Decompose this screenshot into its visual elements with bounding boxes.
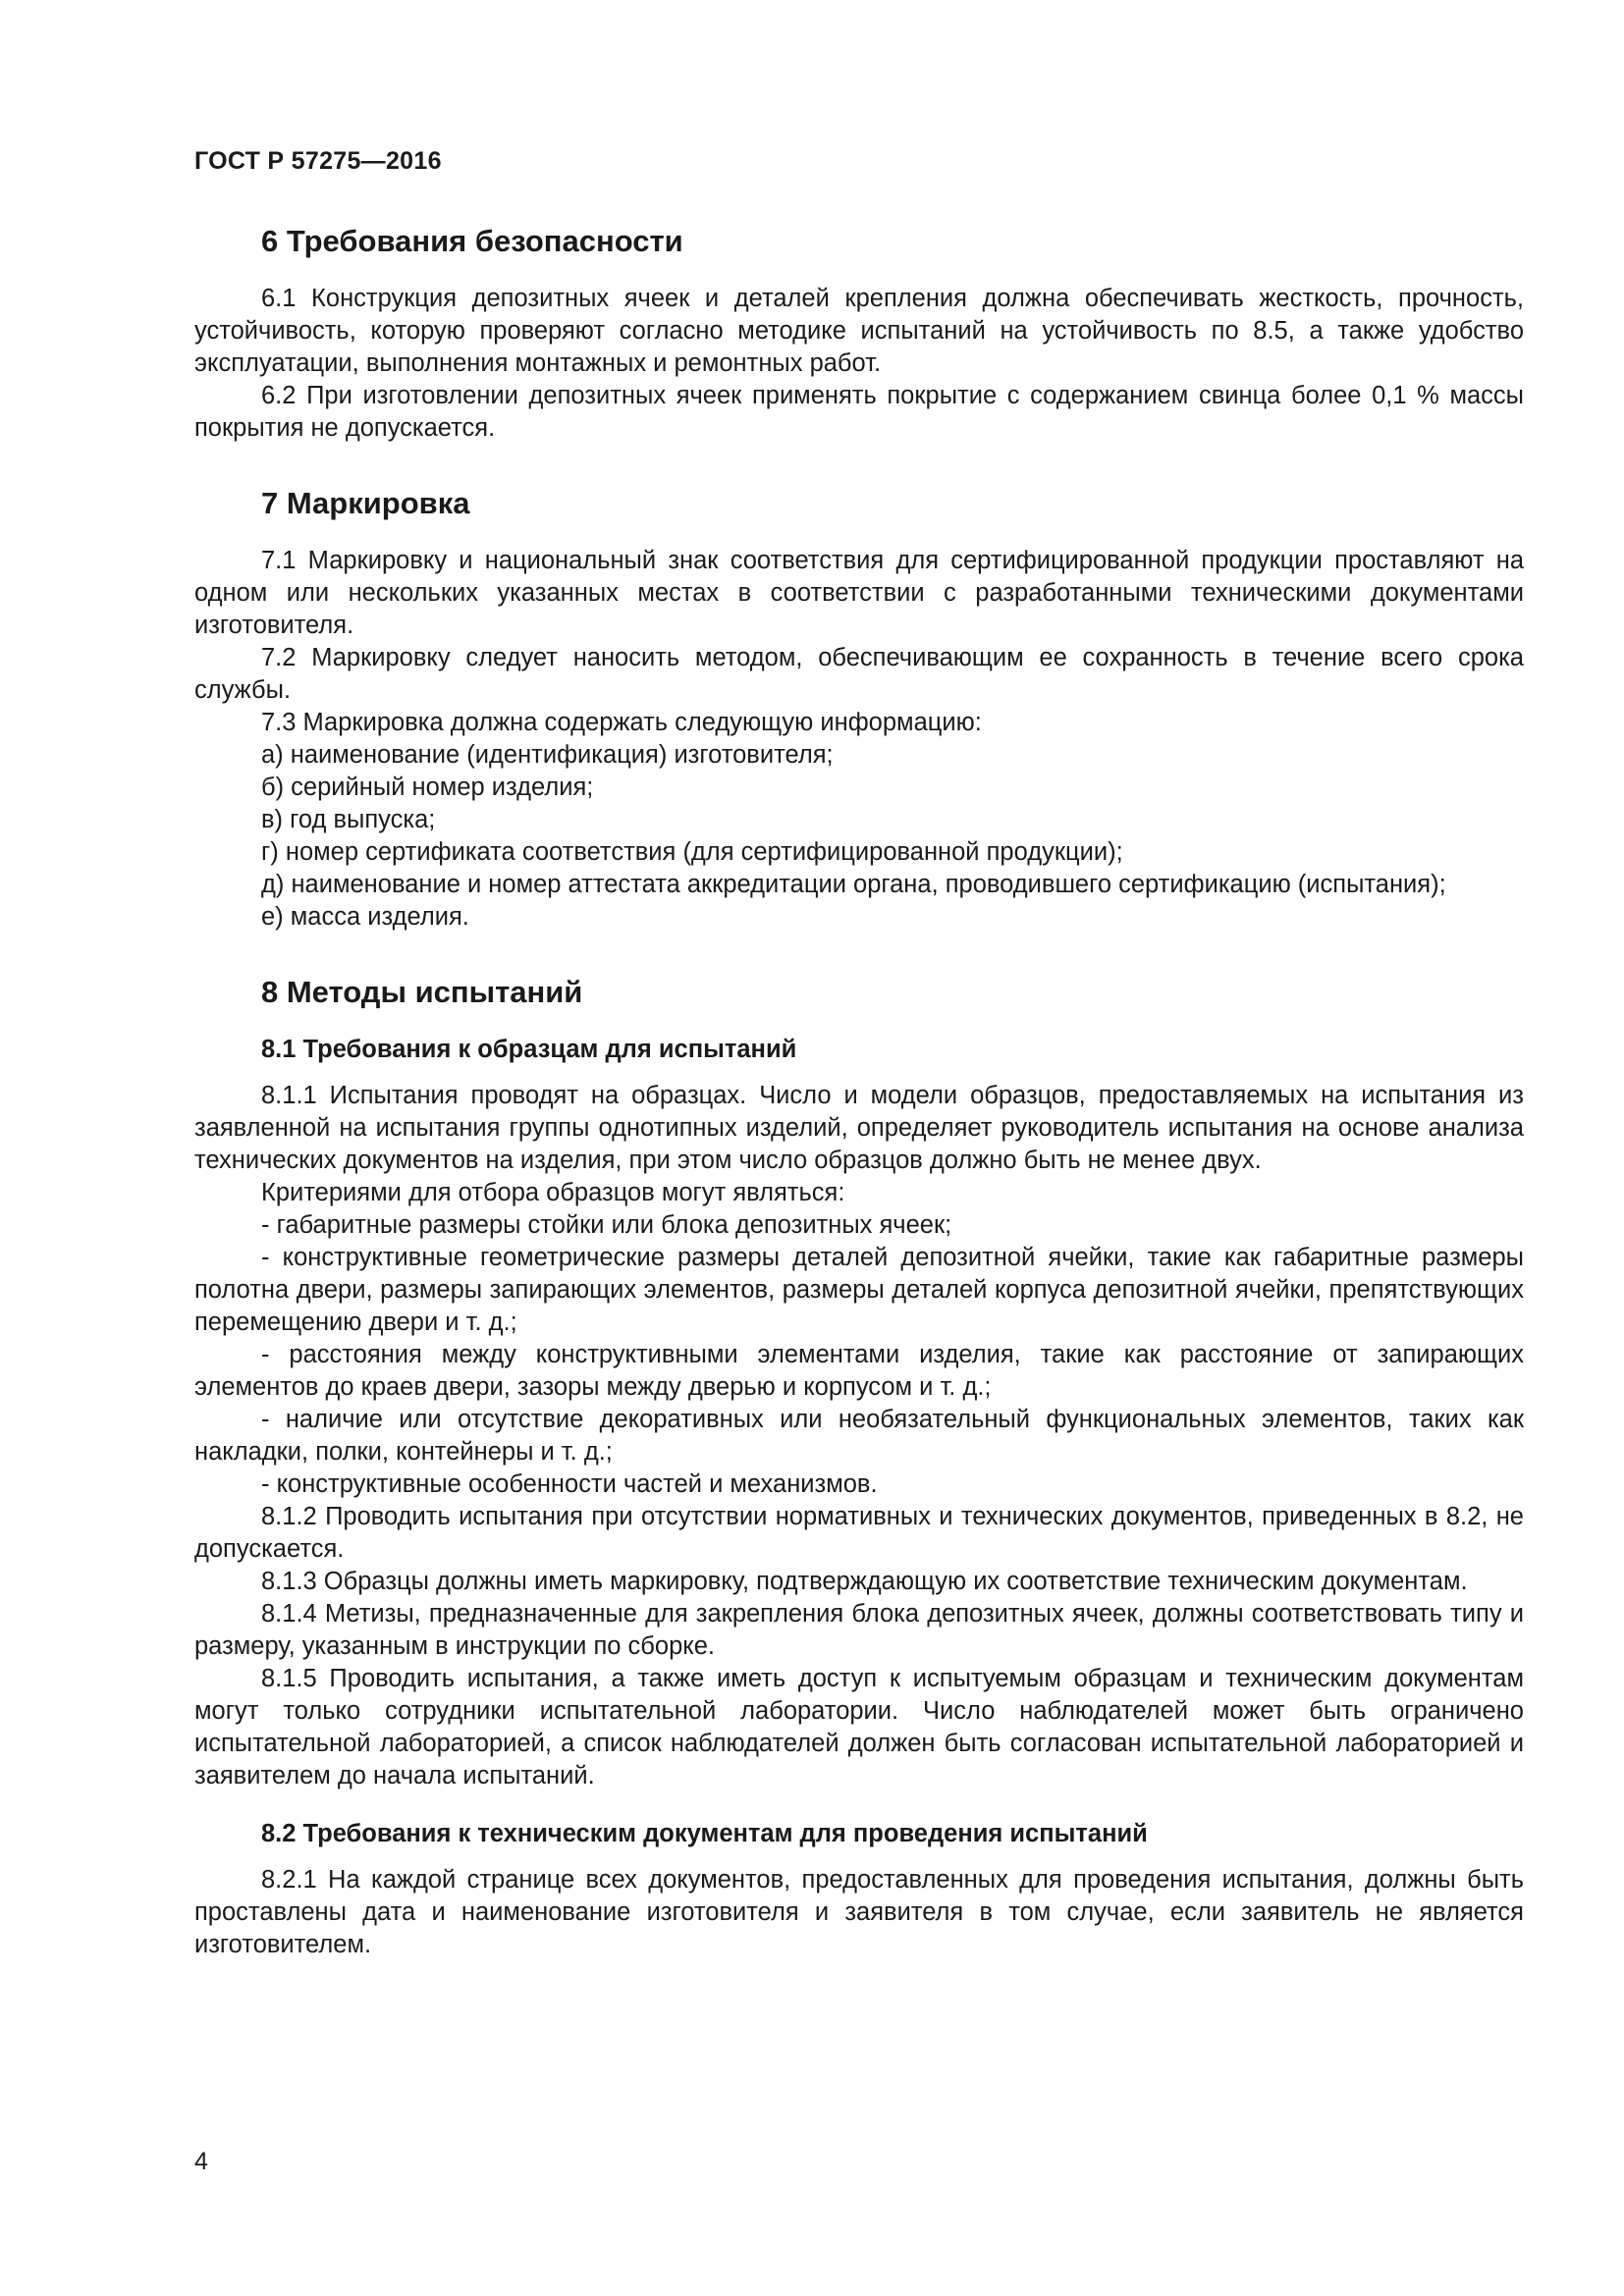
list-item-7-3-d: д) наименование и номер аттестата аккредитации органа, проводившего сертификацию (испытания); bbox=[261, 871, 1446, 898]
paragraph-7-1: 7.1 Маркировку и национальный знак соответствия для сертифицированной продукции проставляют на одном или нескольких указанных местах в соответствии с разработанными техническими документами изготовителя. bbox=[194, 547, 1524, 639]
subsection-8-2 bbox=[194, 1818, 1524, 1961]
list-item-criteria-5: - конструктивные особенности частей и механизмов. bbox=[261, 1470, 878, 1498]
list-item-7-3-a: а) наименование (идентификация) изготовителя; bbox=[261, 741, 834, 769]
list-item-7-3-b: б) серийный номер изделия; bbox=[261, 774, 594, 801]
paragraph-criteria-intro: Критериями для отбора образцов могут являться: bbox=[261, 1179, 845, 1206]
paragraph-6-2: 6.2 При изготовлении депозитных ячеек применять покрытие с содержанием свинца более 0,1 % массы покрытия не допускается. bbox=[194, 382, 1524, 442]
list-item-7-3-g: г) номер сертификата соответствия (для сертифицированной продукции); bbox=[261, 838, 1123, 866]
section-6 bbox=[194, 222, 1524, 445]
subsection-8-1 bbox=[194, 1034, 1524, 1792]
list-item-7-3-e: е) масса изделия. bbox=[261, 903, 469, 931]
paragraph-8-1-3: 8.1.3 Образцы должны иметь маркировку, подтверждающую их соответствие техническим документам. bbox=[261, 1568, 1468, 1595]
paragraph-7-2: 7.2 Маркировку следует наносить методом, обеспечивающим ее сохранность в течение всего срока службы. bbox=[194, 644, 1524, 704]
document-code: ГОСТ Р 57275—2016 bbox=[194, 147, 442, 175]
section-6-title: 6 Требования безопасности bbox=[261, 224, 683, 258]
paragraph-8-1-4: 8.1.4 Метизы, предназначенные для закрепления блока депозитных ячеек, должны соответствовать типу и размеру, указанным в инструкции по сборке. bbox=[194, 1600, 1524, 1660]
list-item-criteria-4: - наличие или отсутствие декоративных или необязательный функциональных элементов, таких как накладки, полки, контейнеры и т. д.; bbox=[194, 1406, 1524, 1466]
page-number: 4 bbox=[194, 2148, 208, 2175]
section-7-title: 7 Маркировка bbox=[261, 486, 470, 520]
paragraph-8-1-5: 8.1.5 Проводить испытания, а также иметь доступ к испытуемым образцам и техническим документам могут только сотрудники испытательной лаборатории. Число наблюдателей может быть ограничено испытательной лабораторией, а список наблюдателей должен быть согласован испытательной лабораторией и заявителем до начала испытаний. bbox=[194, 1665, 1524, 1789]
page-content bbox=[194, 222, 1524, 1961]
paragraph-6-1: 6.1 Конструкция депозитных ячеек и деталей крепления должна обеспечивать жесткость, прочность, устойчивость, которую проверяют согласно методике испытаний на устойчивость по 8.5, а также удобство эксплуатации, выполнения монтажных и ремонтных работ. bbox=[194, 285, 1524, 377]
paragraph-8-2-1: 8.2.1 На каждой странице всех документов, предоставленных для проведения испытания, должны быть проставлены дата и наименование изготовителя и заявителя в том случае, если заявитель не является изготовителем. bbox=[194, 1866, 1524, 1958]
paragraph-7-3: 7.3 Маркировка должна содержать следующую информацию: bbox=[261, 709, 982, 736]
section-7 bbox=[194, 484, 1524, 934]
paragraph-8-1-1: 8.1.1 Испытания проводят на образцах. Число и модели образцов, предоставляемых на испытания из заявленной на испытания группы однотипных изделий, определяет руководитель испытания на основе анализа технических документов на изделия, при этом число образцов должно быть не менее двух. bbox=[194, 1082, 1524, 1174]
list-item-criteria-1: - габаритные размеры стойки или блока депозитных ячеек; bbox=[261, 1211, 952, 1239]
list-item-criteria-2: - конструктивные геометрические размеры деталей депозитной ячейки, такие как габаритные размеры полотна двери, размеры запирающих элементов, размеры деталей корпуса депозитной ячейки, препятствующих перемещению двери и т. д.; bbox=[194, 1244, 1524, 1336]
list-item-7-3-v: в) год выпуска; bbox=[261, 806, 436, 833]
section-8 bbox=[194, 973, 1524, 1961]
section-8-title: 8 Методы испытаний bbox=[261, 975, 583, 1009]
paragraph-8-1-2: 8.1.2 Проводить испытания при отсутствии нормативных и технических документов, приведенных в 8.2, не допускается. bbox=[194, 1503, 1524, 1563]
list-item-criteria-3: - расстояния между конструктивными элементами изделия, такие как расстояние от запирающих элементов до краев двери, зазоры между дверью и корпусом и т. д.; bbox=[194, 1341, 1524, 1401]
subsection-8-1-title: 8.1 Требования к образцам для испытаний bbox=[261, 1036, 797, 1063]
subsection-8-2-title: 8.2 Требования к техническим документам для проведения испытаний bbox=[261, 1820, 1148, 1847]
